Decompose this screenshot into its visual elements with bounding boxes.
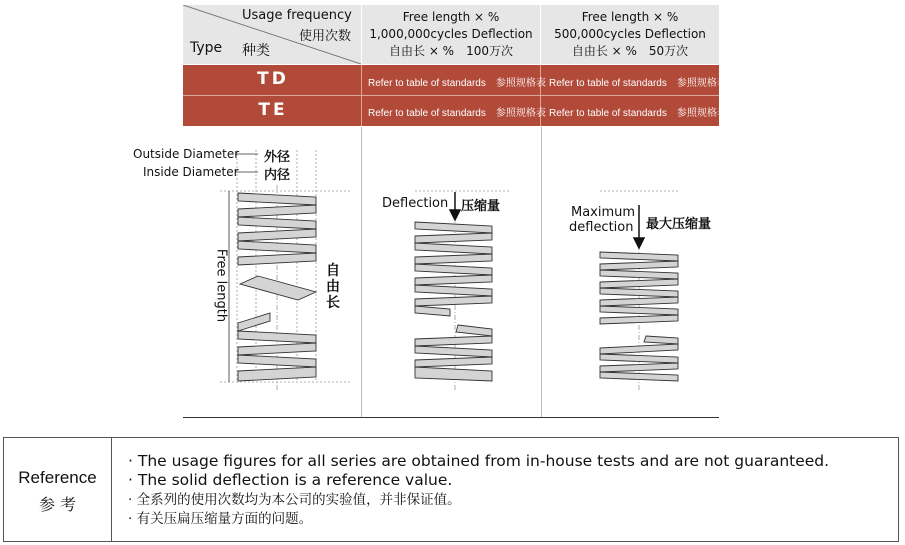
free-length-cn-text: 自由长	[326, 263, 340, 311]
type-cn-label: 种类	[242, 43, 270, 59]
usage-frequency-label: Usage frequency	[242, 8, 352, 23]
inside-diameter-cn-label: 内径	[264, 168, 291, 183]
reference-note-1: · The usage figures for all series are obtained from in-house tests and are not guaranteed.	[128, 452, 830, 470]
td-col2-ref: Refer to table of standards 参照规格表	[549, 78, 727, 89]
reference-note-4: · 有关压扁压缩量方面的问题。	[128, 511, 313, 527]
col1-line3: 自由长 × % 100万次	[389, 44, 513, 58]
deflection-cn-label: 压缩量	[461, 199, 501, 214]
free-length-cn-label	[326, 263, 342, 311]
type-te: TE	[258, 100, 288, 120]
inside-diameter-label: Inside Diameter	[143, 165, 239, 179]
col2-line2: 500,000cycles Deflection	[554, 27, 706, 41]
type-label: Type	[190, 40, 223, 56]
col2-line1: Free length × %	[581, 10, 679, 24]
col1-line1: Free length × %	[402, 10, 500, 24]
te-col2-ref: Refer to table of standards 参照规格表	[549, 108, 727, 119]
reference-note-2: · The solid deflection is a reference value.	[128, 471, 453, 489]
reference-divider	[111, 438, 112, 541]
reference-note-3: · 全系列的使用次数均为本公司的实验值，并非保证值。	[128, 492, 461, 508]
col1-line2: 1,000,000cycles Deflection	[369, 27, 533, 41]
deflection-label: Deflection	[382, 196, 449, 211]
reference-title-cn: 参 考	[38, 495, 77, 514]
col2-line3: 自由长 × % 50万次	[571, 44, 689, 58]
max-deflection-label-2: deflection	[569, 220, 634, 235]
te-col1-ref: Refer to table of standards 参照规格表	[368, 108, 546, 119]
max-deflection-cn-label: 最大压缩量	[646, 217, 712, 232]
outside-diameter-cn-label: 外径	[264, 150, 291, 165]
reference-title: Reference	[18, 468, 97, 487]
max-deflection-label-1: Maximum	[571, 205, 636, 220]
free-length-label: Free length	[213, 248, 229, 323]
outside-diameter-label: Outside Diameter	[133, 147, 240, 161]
usage-frequency-cn-label: 使用次数	[299, 29, 352, 44]
type-td: TD	[257, 69, 289, 89]
td-col1-ref: Refer to table of standards 参照规格表	[368, 78, 546, 89]
